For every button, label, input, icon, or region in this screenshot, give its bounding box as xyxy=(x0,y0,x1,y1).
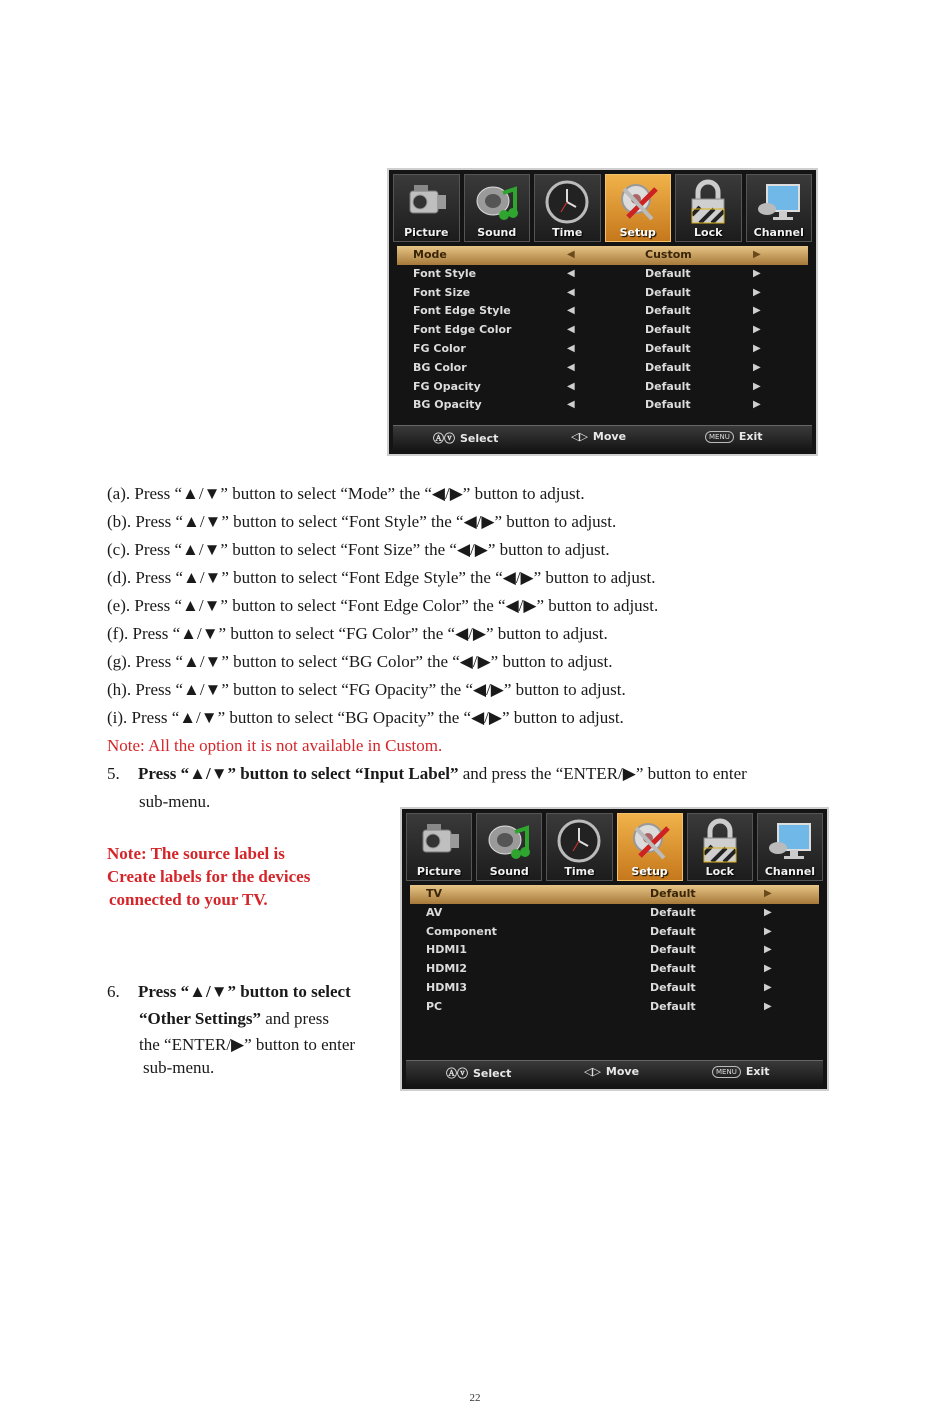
left-arrow-icon[interactable]: ◀ xyxy=(567,380,575,392)
speaker-note-icon xyxy=(485,818,533,864)
option-value: Default xyxy=(645,398,691,412)
step-5-text: and press the “ENTER/▶” button to enter xyxy=(458,764,747,783)
clock-icon xyxy=(543,179,591,225)
hint-label: Move xyxy=(605,1065,640,1078)
step-6-line3: the “ENTER/▶” button to enter xyxy=(139,1035,356,1054)
menu-tab-bar xyxy=(393,174,812,242)
step-5 xyxy=(107,760,747,788)
right-arrow-icon[interactable]: ▶ xyxy=(764,906,772,918)
hint-move xyxy=(584,1065,639,1078)
satellite-monitor-icon xyxy=(766,818,814,864)
menu-row-font-style[interactable] xyxy=(397,265,808,284)
left-arrow-icon[interactable]: ◀ xyxy=(567,361,575,373)
hint-label: Move xyxy=(592,430,627,443)
page-number: 22 xyxy=(469,1392,481,1404)
input-label-menu-screenshot xyxy=(400,807,829,1091)
tools-icon xyxy=(626,818,674,864)
left-arrow-icon[interactable]: ◀ xyxy=(567,249,575,260)
menu-row-bg-opacity[interactable] xyxy=(397,396,808,415)
menu-button-icon: MENU xyxy=(705,431,734,443)
step-number: 5. xyxy=(107,764,120,783)
option-name: Mode xyxy=(413,248,447,261)
right-arrow-icon[interactable]: ▶ xyxy=(753,342,761,354)
tab-time[interactable] xyxy=(534,174,601,242)
camcorder-icon xyxy=(415,818,463,864)
step-6-bold-setting: “Other Settings” xyxy=(139,1009,261,1028)
tab-label: Lock xyxy=(705,865,734,878)
menu-row-hdmi3[interactable] xyxy=(410,979,819,998)
menu-row-bg-color[interactable] xyxy=(397,359,808,378)
option-name: FG Opacity xyxy=(413,379,481,393)
menu-row-component[interactable] xyxy=(410,923,819,942)
step-5-continuation: sub-menu. xyxy=(139,792,211,811)
left-right-buttons-icon: ◁▷ xyxy=(584,1065,601,1078)
step-6-text: and press xyxy=(261,1009,329,1028)
tab-label: Time xyxy=(564,865,595,878)
option-value: Default xyxy=(650,887,696,900)
option-name: Font Style xyxy=(413,266,477,280)
step-a: (a). Press “▲/▼” button to select “Mode” the “◀/▶” button to adjust. xyxy=(107,484,585,503)
option-value: Default xyxy=(650,905,696,919)
option-value: Default xyxy=(645,360,691,374)
menu-footer-hints xyxy=(406,1060,823,1085)
hint-select xyxy=(433,430,498,446)
option-value: Default xyxy=(650,962,696,976)
tab-label: Sound xyxy=(477,226,517,239)
menu-tab-bar xyxy=(406,813,823,881)
step-5-bold-text: Press “▲/▼” button to select “Input Label” xyxy=(138,764,459,783)
padlock-icon xyxy=(696,818,744,864)
step-6-line2 xyxy=(139,1005,329,1033)
menu-row-fg-opacity[interactable] xyxy=(397,378,808,397)
menu-row-mode[interactable] xyxy=(397,246,808,265)
option-name: PC xyxy=(426,999,443,1013)
up-down-buttons-icon: Ⓐⓥ xyxy=(446,1067,468,1080)
hint-label: Select xyxy=(473,1066,512,1080)
menu-row-pc[interactable] xyxy=(410,998,819,1017)
step-g: (g). Press “▲/▼” button to select “BG Color” the “◀/▶” button to adjust. xyxy=(107,652,613,671)
note-line: connected to your TV. xyxy=(109,890,268,909)
option-value: Custom xyxy=(645,248,692,261)
left-right-buttons-icon: ◁▷ xyxy=(571,430,588,443)
note-source-label xyxy=(107,842,310,911)
hint-label: Select xyxy=(460,431,499,445)
tab-setup[interactable] xyxy=(617,813,683,881)
satellite-monitor-icon xyxy=(755,179,803,225)
right-arrow-icon[interactable]: ▶ xyxy=(753,286,761,298)
step-b: (b). Press “▲/▼” button to select “Font Style” the “◀/▶” button to adjust. xyxy=(107,512,617,531)
option-value: Default xyxy=(650,924,696,938)
menu-row-hdmi2[interactable] xyxy=(410,960,819,979)
right-arrow-icon[interactable]: ▶ xyxy=(753,305,761,317)
step-h: (h). Press “▲/▼” button to select “FG Opacity” the “◀/▶” button to adjust. xyxy=(107,680,626,699)
step-6-bold-text: Press “▲/▼” button to select xyxy=(138,982,351,1001)
tab-label: Setup xyxy=(631,865,668,878)
menu-button-icon: MENU xyxy=(712,1066,741,1078)
tab-label: Time xyxy=(552,226,583,239)
step-number: 6. xyxy=(107,982,120,1001)
right-arrow-icon[interactable]: ▶ xyxy=(753,380,761,392)
menu-footer-hints xyxy=(393,425,812,450)
option-value: Default xyxy=(645,285,691,299)
step-c: (c). Press “▲/▼” button to select “Font Size” the “◀/▶” button to adjust. xyxy=(107,540,610,559)
option-value: Default xyxy=(650,980,696,994)
tab-picture[interactable] xyxy=(393,174,460,242)
left-arrow-icon[interactable]: ◀ xyxy=(567,267,575,279)
right-arrow-icon[interactable]: ▶ xyxy=(764,925,772,937)
option-name: BG Opacity xyxy=(413,398,482,412)
right-arrow-icon[interactable]: ▶ xyxy=(764,944,772,956)
option-name: FG Color xyxy=(413,341,466,355)
option-name: HDMI1 xyxy=(426,943,468,957)
option-name: BG Color xyxy=(413,360,467,374)
tools-icon xyxy=(614,179,662,225)
menu-row-fg-color[interactable] xyxy=(397,340,808,359)
option-value: Default xyxy=(650,999,696,1013)
menu-row-font-edge-color[interactable] xyxy=(397,321,808,340)
option-value: Default xyxy=(645,341,691,355)
camcorder-icon xyxy=(402,179,450,225)
tab-lock[interactable] xyxy=(687,813,753,881)
tab-time[interactable] xyxy=(546,813,612,881)
tab-channel[interactable] xyxy=(746,174,813,242)
option-name: Component xyxy=(426,924,497,938)
option-name: Font Edge Color xyxy=(413,323,512,337)
hint-exit xyxy=(712,1065,769,1078)
menu-option-list xyxy=(410,885,819,1017)
option-value: Default xyxy=(650,943,696,957)
tab-setup[interactable] xyxy=(605,174,672,242)
option-name: Font Size xyxy=(413,285,471,299)
step-6 xyxy=(107,978,351,1006)
right-arrow-icon[interactable]: ▶ xyxy=(764,1000,772,1012)
right-arrow-icon[interactable]: ▶ xyxy=(764,981,772,993)
note-custom: Note: All the option it is not available in Custom. xyxy=(107,736,443,755)
note-line: Create labels for the devices xyxy=(107,867,311,886)
menu-option-list xyxy=(397,246,808,415)
tab-sound[interactable] xyxy=(476,813,542,881)
option-name: HDMI2 xyxy=(426,962,468,976)
right-arrow-icon[interactable]: ▶ xyxy=(753,249,761,260)
hint-label: Exit xyxy=(745,1065,770,1078)
tab-channel[interactable] xyxy=(757,813,823,881)
option-value: Default xyxy=(645,266,691,280)
tab-label: Sound xyxy=(489,865,529,878)
right-arrow-icon[interactable]: ▶ xyxy=(753,361,761,373)
hint-select xyxy=(446,1065,511,1081)
menu-row-hdmi1[interactable] xyxy=(410,941,819,960)
left-arrow-icon[interactable]: ◀ xyxy=(567,324,575,336)
right-arrow-icon[interactable]: ▶ xyxy=(753,267,761,279)
tab-label: Channel xyxy=(764,865,816,878)
speaker-note-icon xyxy=(473,179,521,225)
hint-label: Exit xyxy=(738,430,763,443)
tab-lock[interactable] xyxy=(675,174,742,242)
option-name: TV xyxy=(426,887,443,900)
left-arrow-icon[interactable]: ◀ xyxy=(567,286,575,298)
step-i: (i). Press “▲/▼” button to select “BG Opacity” the “◀/▶” button to adjust. xyxy=(107,708,624,727)
left-arrow-icon[interactable]: ◀ xyxy=(567,399,575,411)
tab-sound[interactable] xyxy=(464,174,531,242)
clock-icon xyxy=(555,818,603,864)
padlock-icon xyxy=(684,179,732,225)
tab-label: Picture xyxy=(416,865,462,878)
option-name: AV xyxy=(426,905,443,919)
option-name: Font Edge Style xyxy=(413,304,511,318)
menu-row-av[interactable] xyxy=(410,904,819,923)
option-value: Default xyxy=(645,323,691,337)
tab-label: Setup xyxy=(619,226,656,239)
caption-setup-menu-screenshot xyxy=(387,168,818,456)
right-arrow-icon[interactable]: ▶ xyxy=(764,963,772,975)
tab-label: Lock xyxy=(694,226,723,239)
right-arrow-icon[interactable]: ▶ xyxy=(764,888,772,899)
tab-label: Channel xyxy=(753,226,804,239)
tab-picture[interactable] xyxy=(406,813,472,881)
left-arrow-icon[interactable]: ◀ xyxy=(567,305,575,317)
tab-label: Picture xyxy=(404,226,449,239)
hint-move xyxy=(571,430,626,443)
step-6-line4: sub-menu. xyxy=(143,1058,215,1077)
right-arrow-icon[interactable]: ▶ xyxy=(753,399,761,411)
left-arrow-icon[interactable]: ◀ xyxy=(567,342,575,354)
step-f: (f). Press “▲/▼” button to select “FG Color” the “◀/▶” button to adjust. xyxy=(107,624,608,643)
up-down-buttons-icon: Ⓐⓥ xyxy=(433,432,455,445)
option-value: Default xyxy=(645,304,691,318)
menu-row-font-edge-style[interactable] xyxy=(397,302,808,321)
hint-exit xyxy=(705,430,762,443)
menu-row-tv[interactable] xyxy=(410,885,819,904)
option-value: Default xyxy=(645,379,691,393)
menu-row-font-size[interactable] xyxy=(397,284,808,303)
note-line: Note: The source label is xyxy=(107,844,285,863)
right-arrow-icon[interactable]: ▶ xyxy=(753,324,761,336)
option-name: HDMI3 xyxy=(426,980,468,994)
step-d: (d). Press “▲/▼” button to select “Font Edge Style” the “◀/▶” button to adjust. xyxy=(107,568,656,587)
step-e: (e). Press “▲/▼” button to select “Font Edge Color” the “◀/▶” button to adjust. xyxy=(107,596,659,615)
